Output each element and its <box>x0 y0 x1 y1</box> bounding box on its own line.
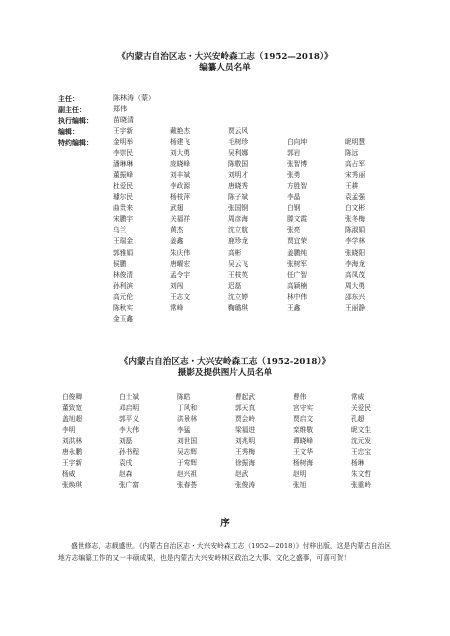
person-name: 高元伦 <box>113 292 134 301</box>
person-name: 梁福进 <box>235 426 256 435</box>
name-row <box>113 181 393 192</box>
person-name: 孙利滨 <box>113 281 134 290</box>
name-row <box>113 126 393 137</box>
person-name: 刘丰斌 <box>170 171 191 180</box>
person-name: 唐曜宏 <box>170 259 191 268</box>
photographers-subtitle: 摄影及提供图片人员名单 <box>177 368 273 378</box>
person-name: 白俊卿 <box>62 393 83 401</box>
person-name: 徐振海 <box>235 459 256 468</box>
name-row <box>113 281 393 292</box>
person-name: 李大伟 <box>119 426 140 435</box>
person-name: 武翅 <box>170 204 184 213</box>
person-name: 赵兴祖 <box>177 470 198 479</box>
person-name: 刘兆明 <box>235 437 256 446</box>
person-name: 金明举 <box>113 138 134 147</box>
person-name: 李学林 <box>345 237 366 246</box>
person-name: 张重岭 <box>351 481 372 490</box>
name-row <box>62 414 392 425</box>
person-name: 张亮 <box>287 226 301 235</box>
compilers-subtitle: 编纂人员名单 <box>199 63 251 73</box>
person-name: 张冬梅 <box>345 215 366 224</box>
person-name: 任广智 <box>287 270 308 279</box>
person-name: 董振峰 <box>113 171 134 180</box>
person-name: 李海龙 <box>345 259 366 268</box>
person-name: 曹伟 <box>293 393 307 401</box>
person-name: 周大勇 <box>345 281 366 290</box>
preface-paragraph: 盛世修志，志载盛世。《内蒙古自治区志・大兴安岭森工志（1952—2018）》付梓出版，这是内蒙古自治区地方志编纂工作的又一丰硕成果，也是内蒙古大兴安岭林区政治之大事、文化之盛事，可喜可贺！ <box>58 542 392 562</box>
person-name: 邵东兴 <box>345 292 366 301</box>
person-name: 李明 <box>62 426 76 435</box>
name-row <box>113 148 393 159</box>
person-name: 郭岩 <box>287 149 301 158</box>
person-name: 陈敬国 <box>228 160 249 169</box>
person-name: 袁戌 <box>119 459 133 468</box>
name-row <box>62 392 392 403</box>
person-name: 吴云飞 <box>228 259 249 268</box>
photographer-name-grid <box>62 392 392 491</box>
person-name: 唐晓秀 <box>228 182 249 191</box>
person-name: 王鑫 <box>287 303 301 312</box>
name-row <box>113 303 393 314</box>
person-name: 谭晓峰 <box>293 437 314 446</box>
photographers-title: 《内蒙古自治区志・大兴安岭森工志（1952-2018）》 <box>119 357 331 367</box>
person-name: 方胜智 <box>287 182 308 191</box>
person-name: 白文彬 <box>345 204 366 213</box>
person-name: 关爱民 <box>351 404 372 413</box>
person-name: 杨树海 <box>293 459 314 468</box>
person-name: 张俊涛 <box>235 481 256 490</box>
person-name: 陈远 <box>345 149 359 158</box>
role-label: 主任： <box>58 94 79 103</box>
person-name: 王志文 <box>170 292 191 301</box>
person-name: 高凤茂 <box>345 270 366 279</box>
person-name: 常威 <box>351 393 365 401</box>
person-name: 乌兰 <box>113 226 127 235</box>
person-name: 张智博 <box>287 160 308 169</box>
person-name: 姜鑫 <box>170 237 184 246</box>
person-name: 毛树珍 <box>228 138 249 147</box>
person-name: 张树军 <box>287 259 308 268</box>
name-row <box>113 248 393 259</box>
role-label: 副主任： <box>58 105 86 114</box>
person-name: 庞晓峰 <box>170 160 191 169</box>
person-name: 陈子斌 <box>228 193 249 202</box>
name-row <box>62 480 392 491</box>
person-name: 刘世国 <box>177 437 198 446</box>
name-row <box>113 292 393 303</box>
person-name: 张焕琪 <box>62 481 83 490</box>
person-name: 朱庆伟 <box>170 248 191 257</box>
person-name: 沈立航 <box>228 226 249 235</box>
person-name: 陈秋实 <box>113 303 134 312</box>
name-row <box>113 137 393 148</box>
role-labels <box>58 93 93 148</box>
person-name: 张国钢 <box>228 204 249 213</box>
person-name: 常峰 <box>170 303 184 312</box>
person-name: 刘明才 <box>228 171 249 180</box>
compilers-title: 《内蒙古自治区志・大兴安岭森工志（1952—2018）》 <box>117 52 333 62</box>
person-name: 黄杰 <box>170 226 184 235</box>
person-name: 鞠璐琪 <box>228 303 249 312</box>
person-name: 鹿珍龙 <box>228 237 249 246</box>
person-name: 潘琳琳 <box>113 160 134 169</box>
person-name: 陈皓 <box>177 393 191 401</box>
person-name: 孙书程 <box>119 448 140 457</box>
name-row <box>62 403 392 414</box>
name-row <box>113 192 393 203</box>
person-name: 张广富 <box>119 481 140 490</box>
director-name: 陈林涛（蒙） <box>113 94 155 102</box>
person-name: 白士斌 <box>119 393 140 401</box>
person-name: 王枝英 <box>228 270 249 279</box>
person-name: 沈元发 <box>351 437 372 446</box>
person-name: 赵森 <box>119 470 133 479</box>
person-name: 李政源 <box>170 182 191 191</box>
name-row <box>113 170 393 181</box>
person-name: 贾会岭 <box>235 415 256 424</box>
person-name: 贾云风 <box>228 127 249 135</box>
person-name: 侯鹏 <box>113 259 127 268</box>
person-name: 赵明 <box>293 470 307 479</box>
editor-name-grid <box>113 126 393 325</box>
name-row <box>62 458 392 469</box>
person-name: 贾宜荣 <box>287 237 308 246</box>
person-name: 郭平义 <box>119 415 140 424</box>
person-name: 曹起武 <box>235 393 256 401</box>
person-name: 吴利娜 <box>228 149 249 158</box>
role-label: 编辑： <box>58 127 79 136</box>
person-name: 赵武 <box>235 470 249 479</box>
person-name: 曲贵来 <box>113 204 134 213</box>
person-name: 盖旭超 <box>62 415 83 424</box>
person-name: 宫守实 <box>293 404 314 413</box>
person-name: 陈淑娟 <box>345 226 366 235</box>
deputy-director-name: 郑伟 <box>113 105 127 113</box>
person-name: 杜爱民 <box>113 182 134 191</box>
name-row <box>113 225 393 236</box>
name-row <box>113 259 393 270</box>
person-name: 于莺辉 <box>177 459 198 468</box>
person-name: 孟令宇 <box>170 270 191 279</box>
person-name: 杨枝萍 <box>170 193 191 202</box>
name-row <box>113 270 393 281</box>
person-name: 李猛 <box>177 426 191 435</box>
person-name: 洪景林 <box>177 415 198 424</box>
person-name: 朱文哲 <box>351 470 372 479</box>
name-row <box>113 214 393 225</box>
person-name: 刘磊 <box>119 437 133 446</box>
person-name: 李晶 <box>287 193 301 202</box>
person-name: 昵明慧 <box>345 138 366 147</box>
person-name: 袁孟强 <box>345 193 366 202</box>
name-row <box>62 425 392 436</box>
person-name: 张旭 <box>293 481 307 490</box>
person-name: 贾启文 <box>293 415 314 424</box>
person-name: 王文华 <box>293 448 314 457</box>
person-name: 白钢 <box>287 204 301 213</box>
person-name: 刘闯 <box>170 281 184 290</box>
name-row <box>62 436 392 447</box>
person-name: 王宇新 <box>113 127 134 135</box>
role-label: 特约编辑： <box>58 138 93 147</box>
name-row <box>62 469 392 480</box>
person-name: 王瑞金 <box>113 237 134 246</box>
person-name: 栾维敬 <box>293 426 314 435</box>
person-name: 邓启明 <box>119 404 140 413</box>
preface-heading: 序 <box>220 518 230 529</box>
person-name: 张晓阳 <box>345 248 366 257</box>
person-name: 白向坤 <box>287 138 308 147</box>
person-name: 关福祥 <box>170 215 191 224</box>
person-name: 王秀梅 <box>235 448 256 457</box>
person-name: 丁风和 <box>177 404 198 413</box>
person-name: 滕文霞 <box>287 215 308 224</box>
person-name: 高彬 <box>228 248 242 257</box>
name-row <box>113 314 393 325</box>
person-name: 孔超 <box>351 415 365 424</box>
name-row <box>113 159 393 170</box>
person-name: 张勇 <box>287 171 301 180</box>
person-name: 郭天真 <box>235 404 256 413</box>
name-row <box>113 236 393 247</box>
person-name: 王耕 <box>345 182 359 191</box>
person-name: 高颖楠 <box>287 281 308 290</box>
person-name: 姜鹏纯 <box>287 248 308 257</box>
person-name: 戴艳杰 <box>170 127 191 135</box>
person-name: 宋秀丽 <box>345 171 366 180</box>
person-name: 李崇民 <box>113 149 134 158</box>
person-name: 林中伟 <box>287 292 308 301</box>
person-name: 唐永鹏 <box>62 448 83 457</box>
person-name: 杨琳 <box>351 459 365 468</box>
person-name: 王丽静 <box>345 303 366 312</box>
person-name: 高占军 <box>345 160 366 169</box>
person-name: 金玉鑫 <box>113 314 134 323</box>
person-name: 王宇新 <box>62 459 83 468</box>
person-name: 璩尔民 <box>113 193 134 202</box>
person-name: 杨威 <box>62 470 76 479</box>
name-row <box>62 447 392 458</box>
person-name: 杨建飞 <box>170 138 191 147</box>
person-name: 昵文生 <box>351 426 372 435</box>
person-name: 吴志辉 <box>177 448 198 457</box>
person-name: 迟磊 <box>228 281 242 290</box>
person-name: 刘洪林 <box>62 437 83 446</box>
person-name: 林俊清 <box>113 270 134 279</box>
person-name: 沈立婷 <box>228 292 249 301</box>
person-name: 王忠宝 <box>351 448 372 457</box>
role-label: 执行编辑： <box>58 116 93 125</box>
person-name: 郭雅娟 <box>113 248 134 257</box>
person-name: 宋鹏宇 <box>113 215 134 224</box>
name-row <box>113 203 393 214</box>
executive-editor-name: 苗晓清 <box>113 116 134 124</box>
person-name: 周彦海 <box>228 215 249 224</box>
person-name: 董致宽 <box>62 404 83 413</box>
person-name: 张春荟 <box>177 481 198 490</box>
person-name: 刘大勇 <box>170 149 191 158</box>
